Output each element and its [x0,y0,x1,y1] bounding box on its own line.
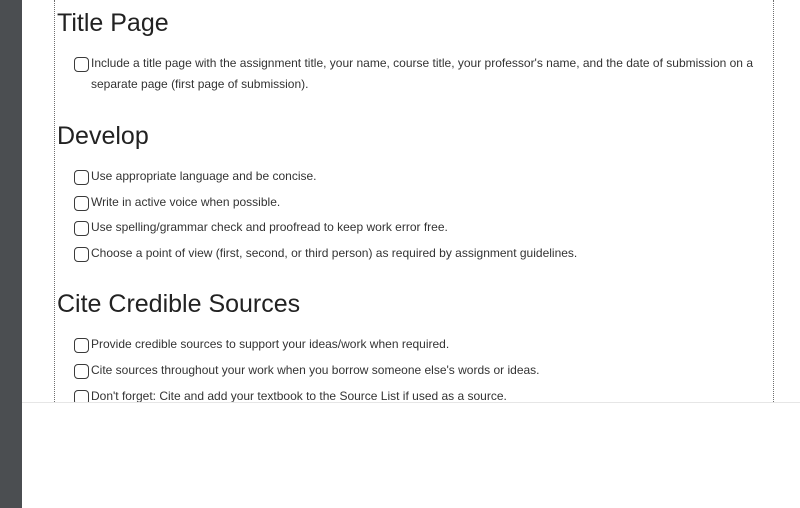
checklist-item-text: Provide credible sources to support your ideas/work when required. [91,337,450,351]
page-border-left [54,0,55,402]
checkbox[interactable] [74,390,89,402]
viewer-left-gutter [0,0,22,508]
checklist-item-text: Write in active voice when possible. [91,195,281,209]
checkbox[interactable] [74,170,89,185]
checkbox[interactable] [74,196,89,211]
section-heading-cite-credible-sources: Cite Credible Sources [57,290,301,318]
section-heading-develop: Develop [57,122,149,150]
checklist-item-text: Use appropriate language and be concise. [91,169,317,183]
checklist-item [74,336,449,355]
checklist-item-text: Include a title page with the assignment title, your name, course title, your professor's name, and the date of submission on a separate page (first page of submission). [91,56,753,91]
checkbox[interactable] [74,338,89,353]
document-page[interactable] [22,0,800,402]
checkbox[interactable] [74,221,89,236]
section-heading-title-page: Title Page [57,9,169,37]
checklist-item-text: Don't forget: Cite and add your textbook to the Source List if used as a source. [91,389,507,402]
checkbox[interactable] [74,57,89,72]
checklist-item [74,362,540,381]
page-bottom-edge [22,402,800,403]
checklist-item-text: Use spelling/grammar check and proofread to keep work error free. [91,220,448,234]
checklist-item [74,388,507,402]
checklist-item [74,194,280,213]
checkbox[interactable] [74,364,89,379]
checklist-item-text: Choose a point of view (first, second, or third person) as required by assignment guidelines. [91,246,578,260]
checklist-item [74,219,448,238]
checklist-item-text: Cite sources throughout your work when you borrow someone else's words or ideas. [91,363,540,377]
checkbox[interactable] [74,247,89,262]
checklist-item [74,245,577,264]
checklist-item [74,55,791,95]
checklist-item [74,168,317,187]
